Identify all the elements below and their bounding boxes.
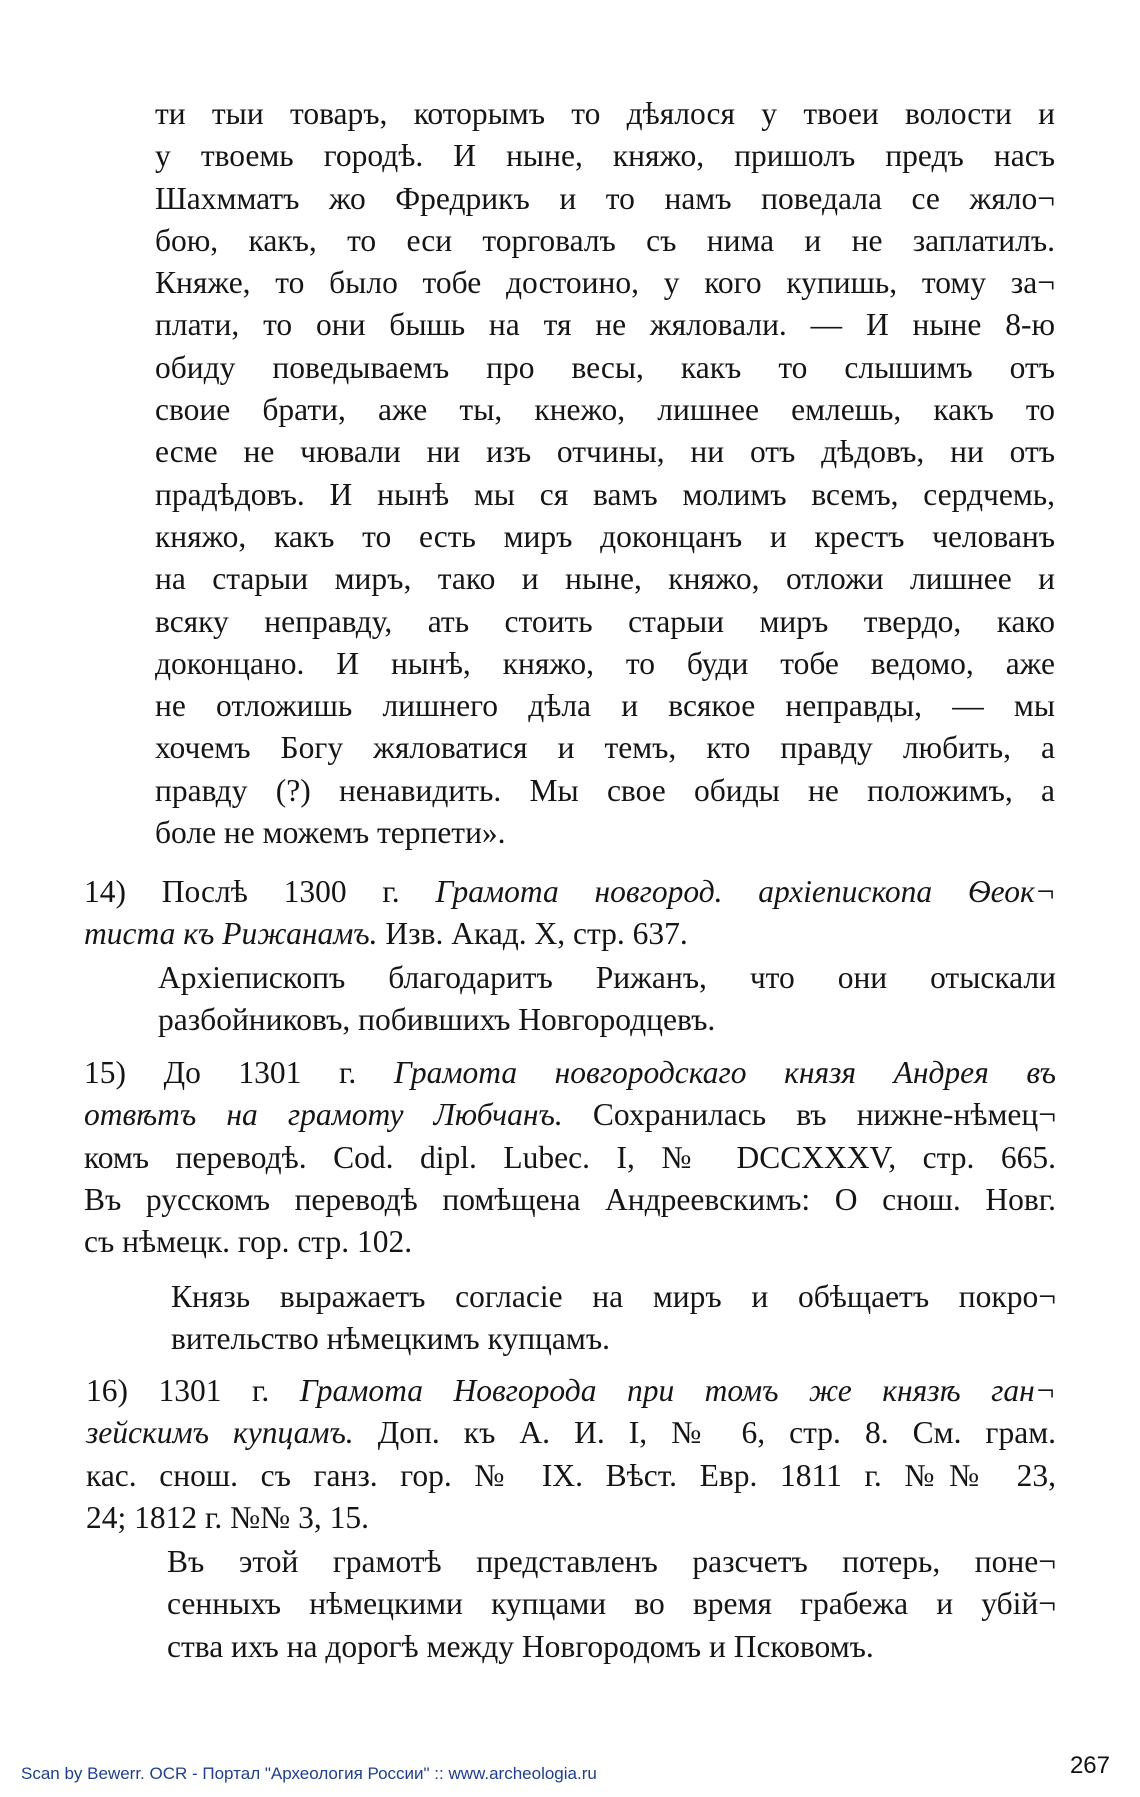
entry-16-reference: Доп. къ А. И. I, № 6, стр. 8. См. грам.	[353, 1415, 1057, 1451]
quote-line: хочемъ Богу жяловатися и темъ, кто правду любить, а	[155, 730, 1055, 766]
entry-15-title-part-2: отвѣтъ на грамоту Любчанъ.	[84, 1097, 563, 1133]
entry-16-title-part-1: Грамота Новгорода при томъ же князѣ ган¬	[299, 1373, 1056, 1408]
quote-line: Шахмматъ жо Фредрикъ и то намъ поведала се жяло¬	[155, 180, 1055, 216]
summary-line: вительство нѣмецкимъ купцамъ.	[171, 1321, 610, 1357]
entry-14-summary	[158, 957, 1056, 1042]
quote-line: плати, то они бышь на тя не жяловали. — И ныне 8-ю	[155, 307, 1055, 343]
quoted-letter-text	[155, 93, 1055, 854]
entry-15-line-2	[84, 1094, 1056, 1136]
entry-15-lead: 15) До 1301 г.	[84, 1055, 394, 1090]
summary-line: Князь выражаетъ согласіе на миръ и обѣщаетъ покро¬	[171, 1279, 1056, 1314]
entry-15-summary	[171, 1276, 1056, 1361]
entry-14	[84, 871, 1056, 956]
entry-15-line-4: Въ русскомъ переводѣ помѣщена Андреевскимъ: О снош. Новг.	[84, 1181, 1056, 1217]
entry-16-title-part-2: зейскимъ купцамъ.	[86, 1415, 354, 1451]
page-number: 267	[1069, 1752, 1110, 1779]
entry-14-lead: 14) Послѣ 1300 г.	[84, 874, 436, 909]
quote-line: Княже, то было тобе достоино, у кого купишь, тому за¬	[155, 265, 1055, 301]
quote-line: на старыи миръ, тако и ныне, княжо, отложи лишнее и	[155, 561, 1055, 597]
quote-line: прадѣдовъ. И нынѣ мы ся вамъ молимъ всемъ, сердчемь,	[155, 476, 1055, 512]
quote-line: ти тыи товаръ, которымъ то дѣялося у твоеи волости и	[155, 96, 1055, 131]
quote-line: правду (?) ненавидить. Мы свое обиды не положимъ, а	[155, 772, 1055, 808]
entry-16	[86, 1370, 1056, 1539]
quote-line: не отложишь лишнего дѣла и всякое неправды, — мы	[155, 688, 1055, 724]
entry-14-line-1	[84, 871, 1056, 913]
entry-16-line-3: кас. снош. съ ганз. гор. № IX. Вѣст. Евр. 1811 г. №№ 23,	[86, 1457, 1056, 1493]
entry-14-line-2	[84, 913, 1056, 955]
quote-line: боле не можемъ терпети».	[155, 815, 506, 851]
entry-15-line-5: съ нѣмецк. гор. стр. 102.	[84, 1224, 413, 1260]
quote-line: есме не чювали ни изъ отчины, ни отъ дѣдовъ, ни отъ	[155, 434, 1055, 470]
entry-16-lead: 16) 1301 г.	[86, 1373, 300, 1408]
entry-14-reference: Изв. Акад. X, стр. 637.	[377, 916, 688, 952]
entry-15-reference: Сохранилась въ нижне-нѣмец¬	[562, 1097, 1056, 1133]
entry-15-line-1	[84, 1052, 1056, 1094]
entry-16-line-2	[86, 1412, 1056, 1454]
entry-15	[84, 1052, 1056, 1263]
entry-15-title-part-1: Грамота новгородскаго князя Андрея въ	[393, 1055, 1056, 1090]
summary-line: Въ этой грамотѣ представленъ разсчетъ потерь, поне¬	[167, 1544, 1056, 1579]
quote-line: бою, какъ, то еси торговалъ съ нима и не заплатилъ.	[155, 222, 1055, 258]
quote-line: обиду поведываемъ про весы, какъ то слышимъ отъ	[155, 349, 1055, 385]
summary-line: сенныхъ нѣмецкими купцами во время грабежа и убій¬	[167, 1586, 1056, 1622]
quote-line: княжо, какъ то есть миръ доконцанъ и крестъ челованъ	[155, 518, 1055, 554]
entry-16-line-1	[86, 1370, 1056, 1412]
summary-line: ства ихъ на дорогѣ между Новгородомъ и Псковомъ.	[167, 1628, 874, 1664]
scan-credit-link[interactable]: Scan by Bewerr. OCR - Портал "Археология России" :: www.archeologia.ru	[21, 1764, 597, 1783]
summary-line: Архіепископъ благодаритъ Рижанъ, что они отыскали	[158, 960, 1056, 995]
entry-14-title-part-2: тиста къ Рижанамъ.	[84, 916, 378, 952]
entry-16-summary	[167, 1541, 1056, 1668]
entry-15-line-3: комъ переводѣ. Cod. dipl. Lubec. I, № DCCXXXV, стр. 665.	[84, 1139, 1056, 1175]
quote-line: своие брати, аже ты, кнежо, лишнее емлешь, какъ то	[155, 392, 1055, 428]
entry-16-line-4: 24; 1812 г. №№ 3, 15.	[86, 1499, 369, 1535]
quote-line: всяку неправду, ать стоить старыи миръ твердо, како	[155, 603, 1055, 639]
quote-line: у твоемь городѣ. И ныне, княжо, пришолъ предъ насъ	[155, 138, 1055, 174]
quote-line: доконцано. И нынѣ, княжо, то буди тобе ведомо, аже	[155, 645, 1055, 681]
entry-14-title-part-1: Грамота новгород. архіепископа Ѳеок¬	[435, 874, 1056, 909]
summary-line: разбойниковъ, побившихъ Новгородцевъ.	[158, 1002, 716, 1038]
